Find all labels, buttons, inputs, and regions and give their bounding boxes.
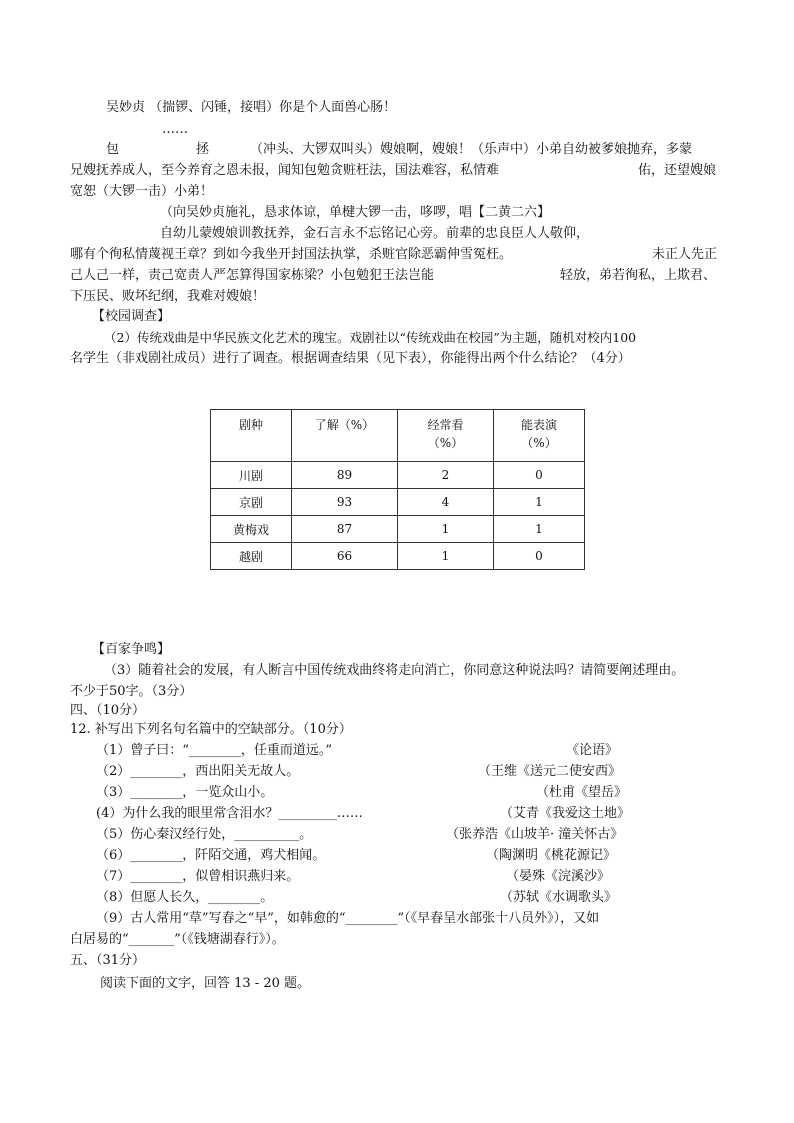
part5-heading: 五、（31分） [70,953,146,968]
script-line-6: 自幼儿蒙嫂娘训教抚养，金石言永不忘铭记心旁。前辈的忠良臣人人敬仰， [160,226,590,241]
fill-item-4: (4）为什么我的眼里常含泪水？_________…… （艾青《我爱这土地》 [96,806,631,821]
survey-table [210,409,585,570]
fill-item-2: （2）________，西出阳关无故人。 （王维《送元二使安西》 [96,764,622,779]
fill-item-7: （7）________，似曾相识燕归来。 （晏殊《浣溪沙》 [96,869,611,884]
table-row: 黄梅戏 87 1 1 [211,516,585,543]
script-line-8: 己人己一样，责己宽责人严怎算得国家栋梁？小包勉犯王法岂能 轻放，弟若徇私，上欺君、 [70,268,717,283]
debate-heading: 【百家争鸣】 [92,642,171,657]
stage-direction: （向吴妙贞施礼，恳求体谅，单楗大锣一击，哆啰，唱【二黄二六】 [160,205,551,220]
script-line-4: 宽恕（大锣一击）小弟！ [70,184,214,199]
fill-item-5: （5）伤心秦汉经行处，__________。 （张养浩《山坡羊· 潼关怀古》 [96,827,624,842]
table-header-row [211,410,585,462]
script-line-9: 下压民、败坏纪纲，我难对嫂娘！ [70,289,266,304]
script-line-1: 吴妙贞 （揣锣、闪锤，接唱）你是个人面兽心肠！ [106,100,397,115]
survey-heading: 【校园调查】 [92,309,171,324]
part4-heading: 四、（10分） [70,703,146,718]
script-line-2-text: （冲头、大锣双叫头）嫂娘啊，嫂娘！（乐声中）小弟自幼被爹娘抛弃，多蒙 [250,142,693,157]
fill-item-8: （8）但愿人长久，________。 （苏轼《水调歌头》 [96,890,618,905]
header-often-watch: 经常看 （%） [398,410,494,462]
survey-question-line-1: （2）传统戏曲是中华民族文化艺术的瑰宝。戏剧社以“传统戏曲在校园”为主题，随机对校内100 [104,330,637,345]
fill-item-9-line-1: （9）古人常用“草”写春之“早”，如韩愈的“________”（《早春呈水部张十八员外》），又如 [96,911,600,926]
speaker-bao-1: 包 [106,142,120,157]
part5-instruction: 阅读下面的文字，回答 13 - 20 题。 [100,976,311,991]
question-12: 12. 补写出下列名句名篇中的空缺部分。（10分） [70,722,352,737]
table-row: 川剧 89 2 0 [211,462,585,489]
survey-question-line-2: 名学生（非戏剧社成员）进行了调查。根据调查结果（见下表），你能得出两个什么结论？（4分） [70,351,631,366]
header-know: 了解（%） [292,410,398,462]
script-line-3: 兄嫂抚养成人，至今养育之恩未报，闻知包勉贪赃枉法，国法难容，私情难 佑，还望嫂娘 [70,163,717,178]
script-line-2 [106,140,726,160]
fill-item-6: （6）________，阡陌交通，鸡犬相闻。 （陶渊明《桃花源记》 [96,848,617,863]
fill-item-3: （3）________，一览众山小。 （杜甫《望岳》 [96,785,628,800]
table-row: 越剧 66 1 0 [211,543,585,570]
debate-question-line-1: （3）随着社会的发展，有人断言中国传统戏曲终将走向消亡，你同意这种说法吗？请简要阐述理由。 [104,663,685,678]
debate-question-line-2: 不少于50字。（3分） [70,684,193,699]
header-can-perform: 能表演 （%） [494,410,585,462]
script-ellipsis: …… [162,122,188,137]
speaker-bao-2: 拯 [196,142,210,157]
table-row: 京剧 93 4 1 [211,489,585,516]
fill-item-1: （1）曾子曰：“________，任重而道远。” 《论语》 [96,743,619,758]
script-line-7: 哪有个徇私情蔑视王章？到如今我坐开封国法执掌，杀赃官除恶霸伸雪冤枉。 未正人先正 [70,247,718,262]
header-opera-type: 剧种 [211,410,292,462]
fill-item-9-line-2: 白居易的“_______”（《钱塘湖春行》）。 [70,932,285,947]
